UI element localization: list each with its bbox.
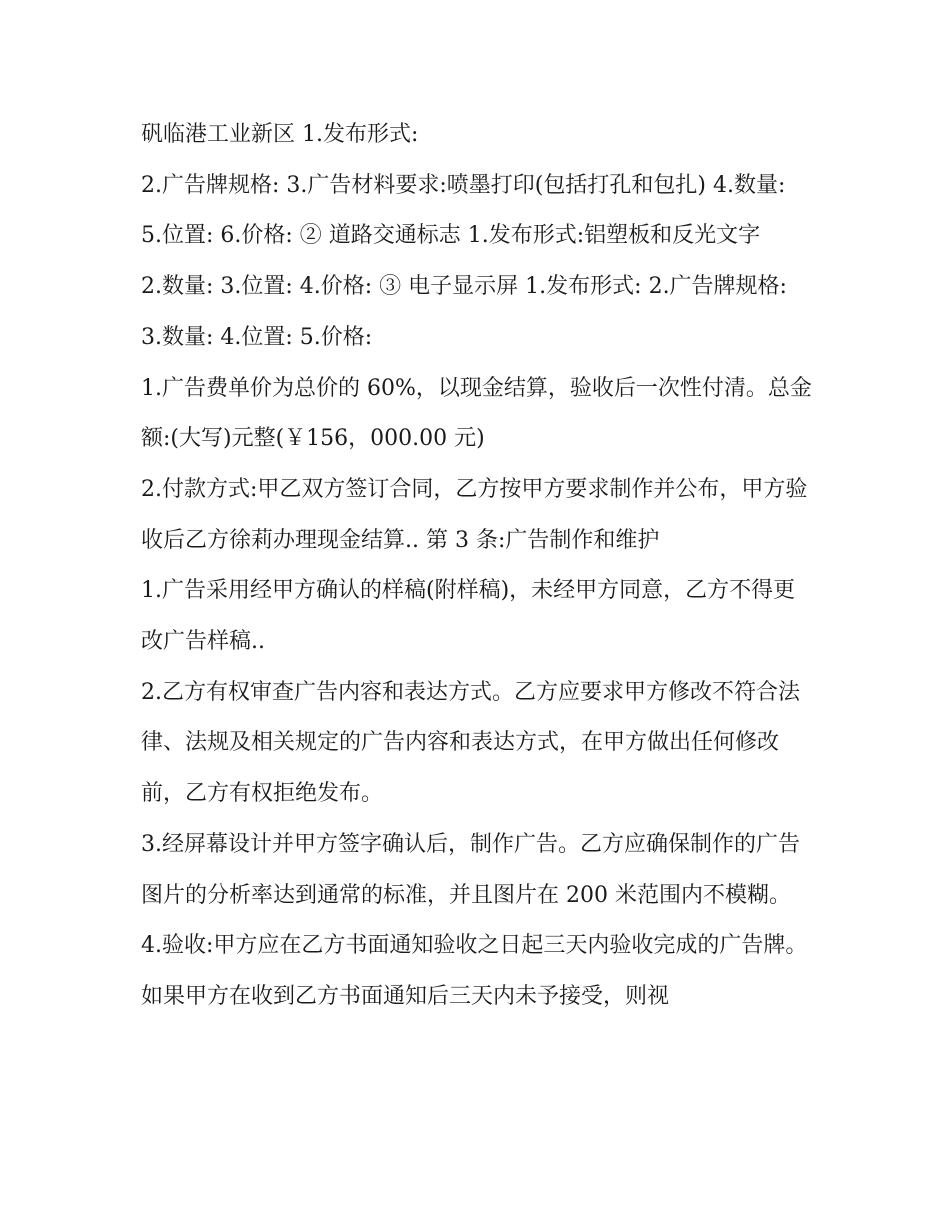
paragraph-intro: 矾临港工业新区 1.发布形式: <box>141 122 419 147</box>
paragraph-billboard-specs: 2.广告牌规格: 3.广告材料要求:喷墨打印(包括打孔和包扎) 4.数量: 5.位置: 6.价格: ② 道路交通标志 1.发布形式:铝塑板和反光文字 <box>141 172 793 249</box>
paragraph-acceptance: 4.验收:甲方应在乙方书面通知验收之日起三天内验收完成的广告牌。如果甲方在收到乙方书面通知后三天内未予接受，则视 <box>141 933 808 1009</box>
paragraph-payment-method: 2.付款方式:甲乙双方签订合同，乙方按甲方要求制作并公布，甲方验收后乙方徐莉办理现金结算.. 第 3 条:广告制作和维护 <box>141 476 808 553</box>
paragraph-content-review: 2.乙方有权审查广告内容和表达方式。乙方应要求甲方修改不符合法律、法规及相关规定的广告内容和表达方式，在甲方做出任何修改前，乙方有权拒绝发布。 <box>141 679 800 807</box>
paragraph-sample-draft: 1.广告采用经甲方确认的样稿(附样稿)，未经甲方同意，乙方不得更改广告样稿.. <box>141 578 796 655</box>
paragraph-production: 3.经屏幕设计并甲方签字确认后，制作广告。乙方应确保制作的广告图片的分析率达到通常的标准，并且图片在 200 米范围内不模糊。 <box>141 831 800 908</box>
paragraph-electronic-display: 2.数量: 3.位置: 4.价格: ③ 电子显示屏 1.发布形式: 2.广告牌规格: 3.数量: 4.位置: 5.价格: <box>141 274 794 350</box>
paragraph-unit-price: 1.广告费单价为总价的 60%，以现金结算，验收后一次性付清。总金额:(大写)元整(￥156，000.00 元) <box>141 375 812 452</box>
document-body <box>141 110 813 1023</box>
